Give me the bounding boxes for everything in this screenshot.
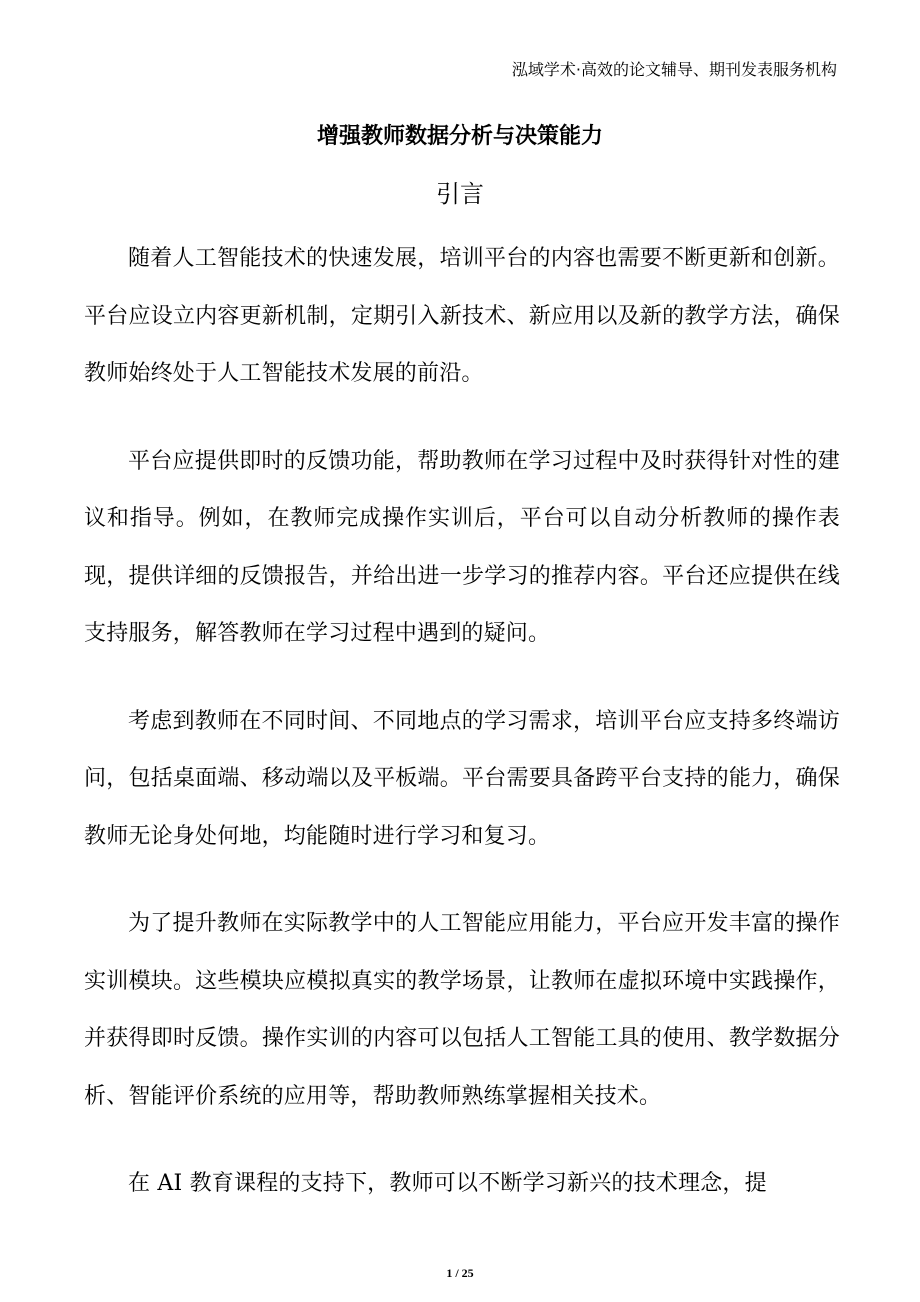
page-header: 泓域学术·高效的论文辅导、期刊发表服务机构 (511, 60, 837, 79)
document-body (84, 230, 840, 1243)
section-title: 引言 (436, 180, 484, 208)
paragraph: 平台应提供即时的反馈功能，帮助教师在学习过程中及时获得针对性的建议和指导。例如，在教师完成操作实训后，平台可以自动分析教师的操作表现，提供详细的反馈报告，并给出进一步学习的推荐内容。平台还应提供在线支持服务，解答教师在学习过程中遇到的疑问。 (84, 448, 840, 646)
paragraph: 在 AI 教育课程的支持下，教师可以不断学习新兴的技术理念，提 (128, 1171, 767, 1196)
page-number: 1 / 25 (446, 1266, 474, 1280)
paragraph: 考虑到教师在不同时间、不同地点的学习需求，培训平台应支持多终端访问，包括桌面端、移动端以及平板端。平台需要具备跨平台支持的能力，确保教师无论身处何地，均能随时进行学习和复习。 (84, 708, 840, 849)
paragraph: 为了提升教师在实际教学中的人工智能应用能力，平台应开发丰富的操作实训模块。这些模块应模拟真实的教学场景，让教师在虚拟环境中实践操作，并获得即时反馈。操作实训的内容可以包括人工智能工具的使用、教学数据分析、智能评价系统的应用等，帮助教师熟练掌握相关技术。 (84, 911, 840, 1109)
paragraph: 随着人工智能技术的快速发展，培训平台的内容也需要不断更新和创新。平台应设立内容更新机制，定期引入新技术、新应用以及新的教学方法，确保教师始终处于人工智能技术发展的前沿。 (84, 246, 840, 386)
document-title: 增强教师数据分析与决策能力 (316, 124, 603, 149)
